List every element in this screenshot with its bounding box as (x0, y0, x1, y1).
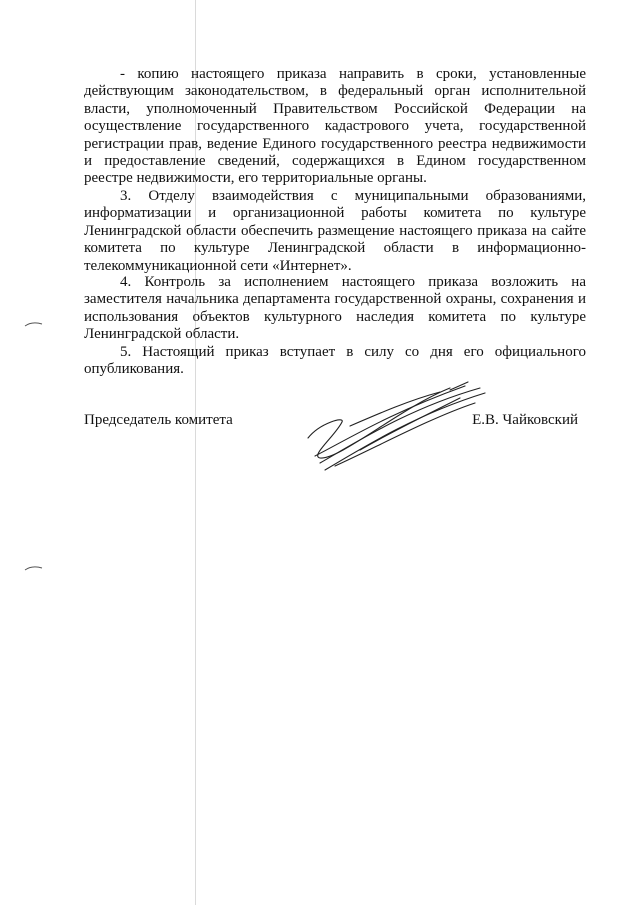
paragraph-5 (84, 344, 586, 379)
paragraph-dash-copy (84, 66, 586, 188)
signatory-name: Е.В. Чайковский (472, 412, 578, 428)
handwritten-signature (290, 378, 490, 478)
position-title: Председатель комитета (84, 412, 233, 428)
paragraph-3 (84, 188, 586, 275)
paragraph-text: - копию настоящего приказа направить в сроки, установленные действующим законодательством, в федеральный орган исполнительной власти, уполномоченный Правительством Российской Федерации на осуществление государственного кадастрового учета, государственной регистрации прав, ведение Единого государственного реестра недвижимости и предоставление сведений, содержащихся в Едином государственном реестре недвижимости, его территориальные органы. (84, 66, 586, 187)
paragraph-text: 3. Отделу взаимодействия с муниципальными образованиями, информатизации и организационной работы комитета по культуре Ленинградской области обеспечить размещение настоящего приказа на сайте комитета по культуре Ленинградской области в информационно-телекоммуникационной сети «Интернет». (84, 188, 586, 274)
paragraph-text: 4. Контроль за исполнением настоящего приказа возложить на заместителя начальника департамента государственной охраны, сохранения и использования объектов культурного наследия комитета по культуре Ленинградской области. (84, 274, 586, 343)
scan-mark-bottom (24, 564, 44, 572)
paragraph-text: 5. Настоящий приказ вступает в силу со дня его официального опубликования. (84, 344, 586, 378)
scan-mark-top (24, 320, 44, 328)
paragraph-4 (84, 274, 586, 344)
